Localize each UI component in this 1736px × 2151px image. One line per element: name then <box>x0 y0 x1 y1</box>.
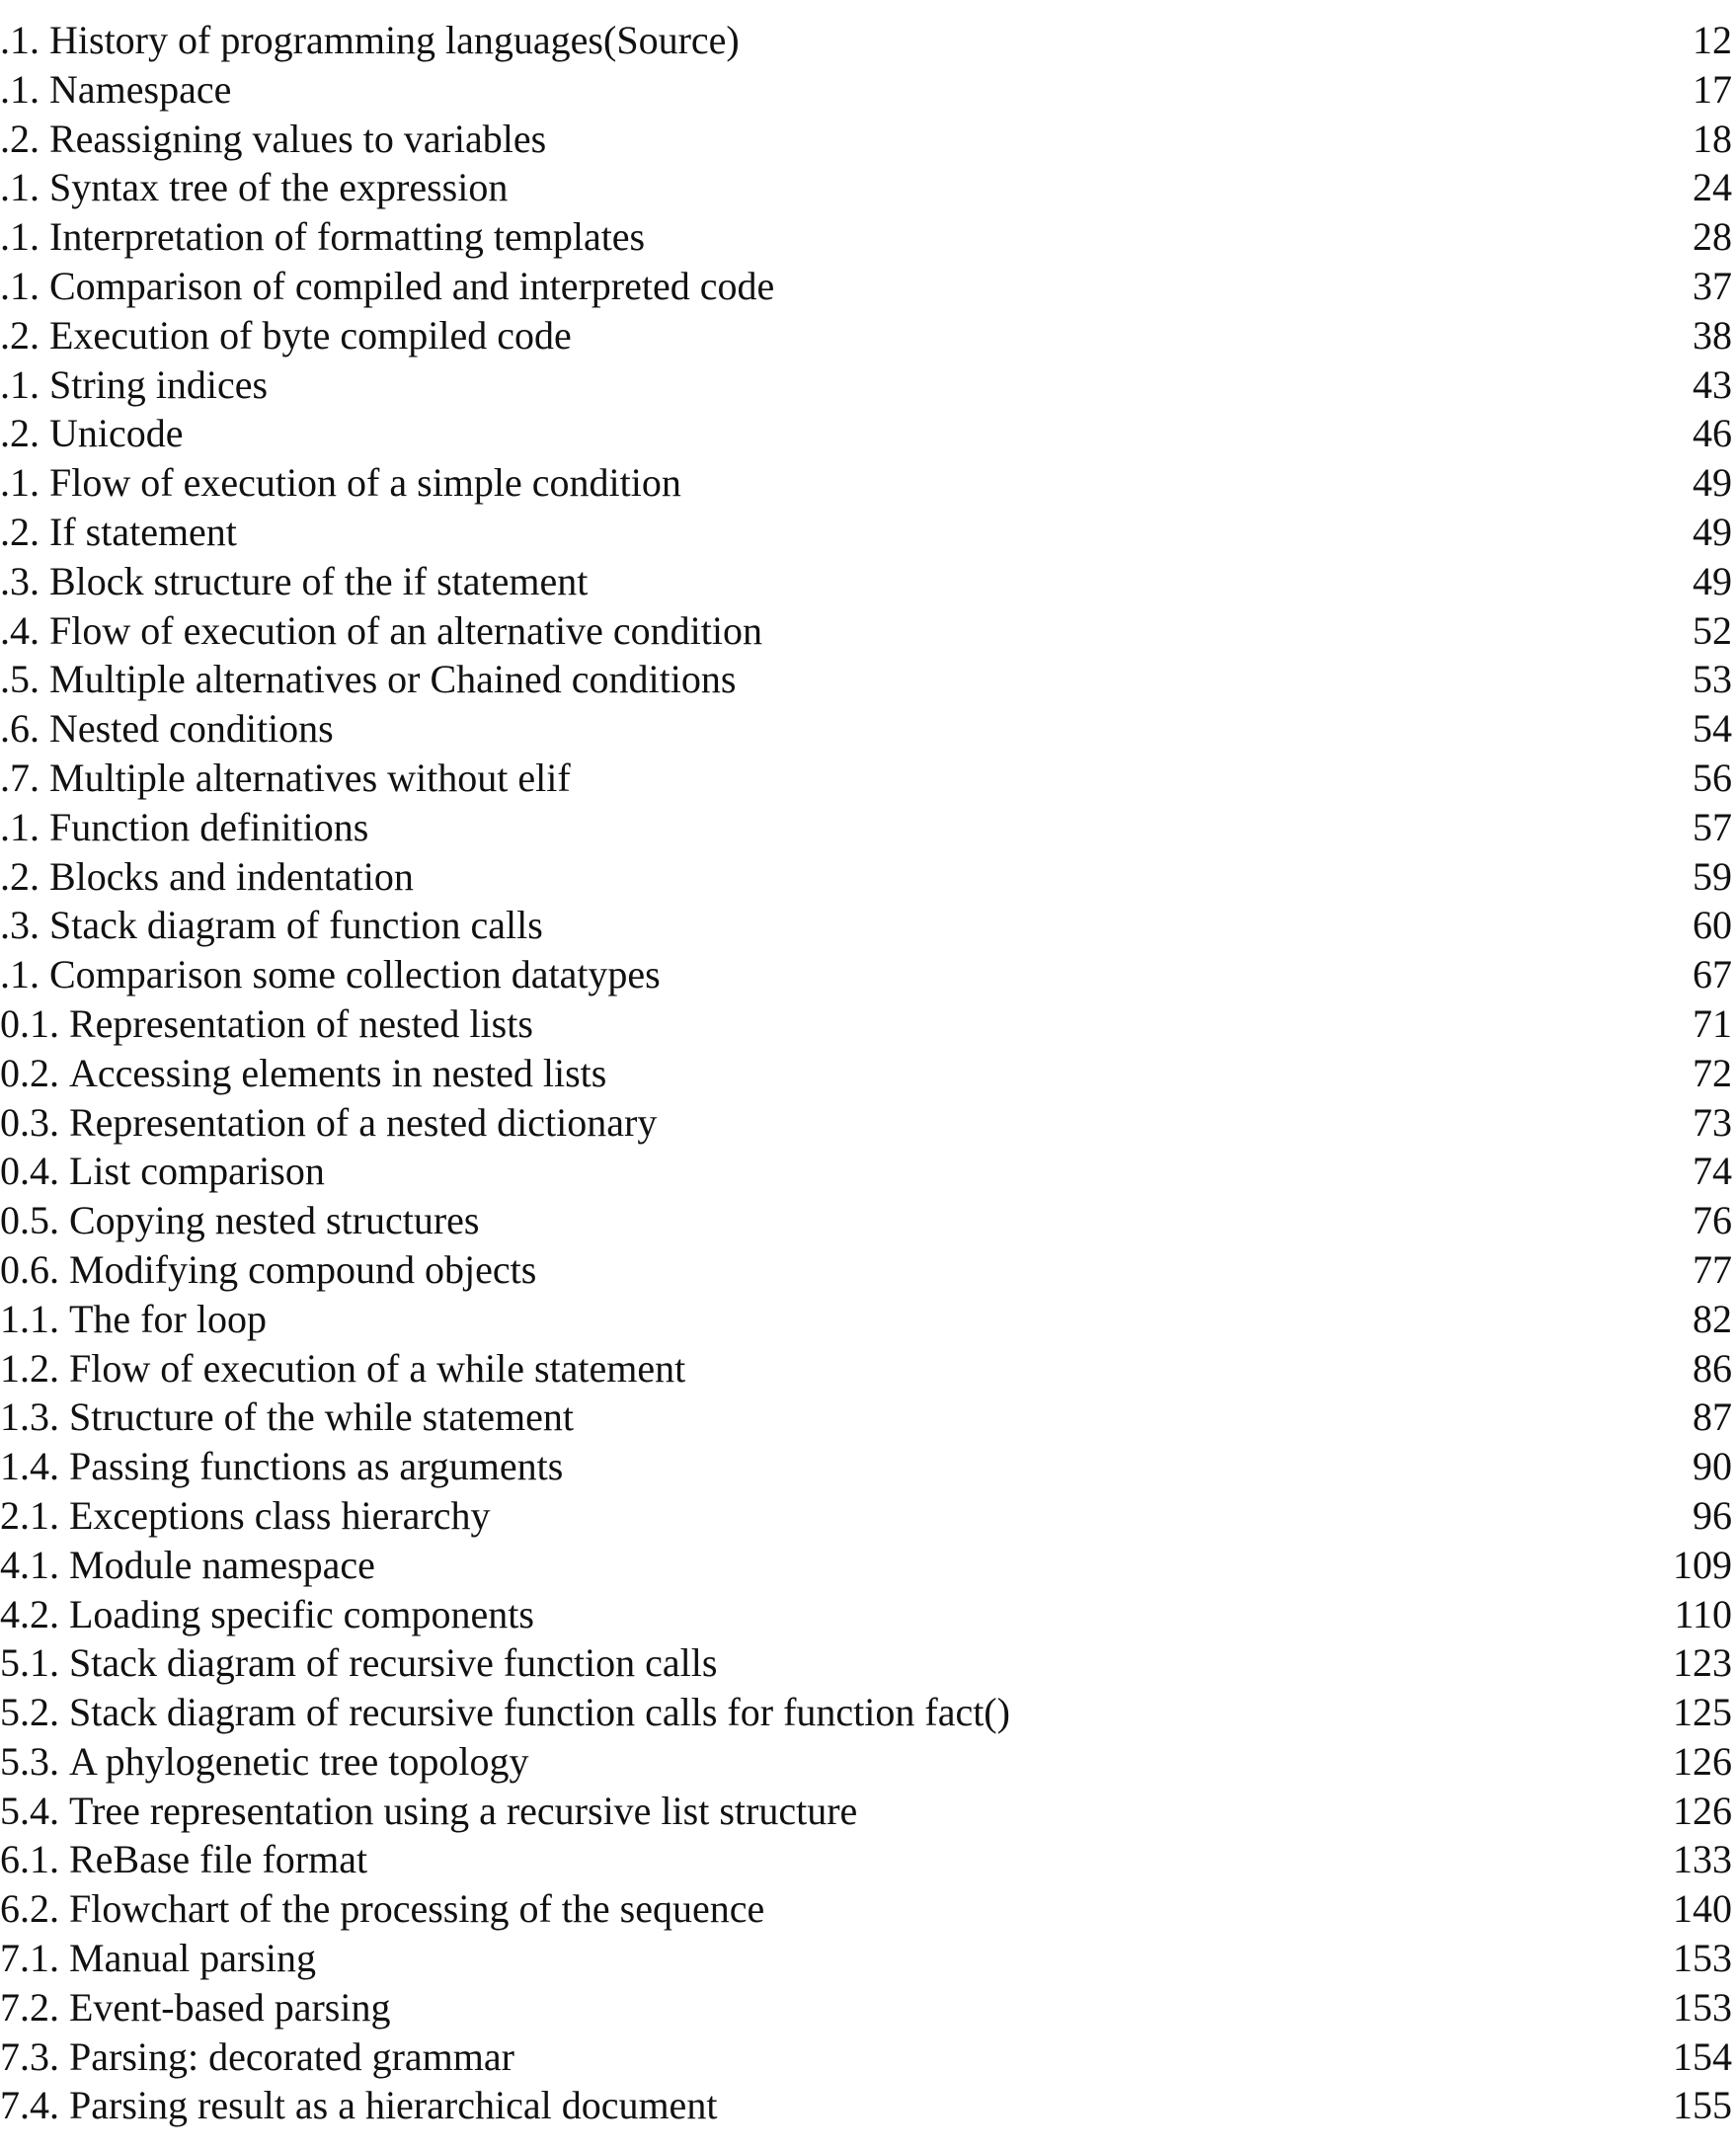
entry-page-number[interactable]: 125 <box>1673 1690 1732 1735</box>
entry-number: .6. <box>0 706 39 752</box>
entry-page-number[interactable]: 24 <box>1693 165 1732 210</box>
entry-number: .2. <box>0 312 39 358</box>
list-of-figures <box>0 16 1736 2130</box>
dot-leader <box>682 950 1683 999</box>
toc-entry[interactable] <box>0 262 1736 311</box>
entry-title[interactable]: String indices <box>49 361 269 407</box>
entry-number: 6.2. <box>0 1886 59 1932</box>
entry-page-number[interactable]: 67 <box>1693 952 1732 997</box>
dot-leader <box>592 754 1683 803</box>
entry-page-number[interactable]: 49 <box>1693 460 1732 506</box>
dot-leader <box>205 409 1683 458</box>
entry-number: 1.4. <box>0 1444 59 1489</box>
toc-entry[interactable] <box>0 901 1736 950</box>
dot-leader <box>288 1295 1683 1344</box>
entry-title[interactable]: Flowchart of the processing of the sequence <box>69 1886 765 1932</box>
entry-page-number[interactable]: 86 <box>1693 1345 1732 1391</box>
entry-title[interactable]: Syntax tree of the expression <box>49 165 509 210</box>
toc-entry[interactable] <box>0 704 1736 754</box>
entry-title[interactable]: Interpretation of formatting templates <box>49 214 646 260</box>
entry-title[interactable]: If statement <box>49 509 237 554</box>
toc-entry[interactable] <box>0 458 1736 508</box>
toc-entry[interactable] <box>0 1442 1736 1491</box>
entry-number: .7. <box>0 755 39 800</box>
entry-page-number[interactable]: 87 <box>1693 1394 1732 1440</box>
toc-entry[interactable] <box>0 1295 1736 1344</box>
entry-title[interactable]: Reassigning values to variables <box>49 116 547 161</box>
entry-title[interactable]: Manual parsing <box>69 1936 316 1981</box>
entry-title[interactable]: Function definitions <box>49 804 369 849</box>
dot-leader <box>412 1983 1663 2032</box>
toc-entry[interactable] <box>0 1934 1736 1983</box>
entry-page-number[interactable]: 49 <box>1693 509 1732 554</box>
entry-page-number[interactable]: 73 <box>1693 1099 1732 1145</box>
entry-title[interactable]: Structure of the while statement <box>69 1394 574 1440</box>
toc-entry[interactable] <box>0 1787 1736 1836</box>
entry-number: 5.2. <box>0 1690 59 1735</box>
toc-entry[interactable] <box>0 16 1736 65</box>
entry-page-number[interactable]: 123 <box>1673 1640 1732 1686</box>
entry-number: 0.3. <box>0 1099 59 1145</box>
entry-number: 0.2. <box>0 1050 59 1095</box>
entry-number: 6.1. <box>0 1837 59 1882</box>
dot-leader <box>628 1049 1683 1098</box>
dot-leader <box>253 65 1683 115</box>
dot-leader <box>435 852 1683 902</box>
toc-entry[interactable] <box>0 1638 1736 1688</box>
entry-page-number[interactable]: 28 <box>1693 214 1732 260</box>
entry-title[interactable]: Comparison some collection datatypes <box>49 952 661 997</box>
dot-leader <box>757 655 1683 704</box>
entry-number: .1. <box>0 361 39 407</box>
entry-page-number[interactable]: 133 <box>1673 1837 1732 1882</box>
dot-leader <box>565 901 1683 950</box>
dot-leader <box>703 458 1683 508</box>
entry-page-number[interactable]: 82 <box>1693 1296 1732 1341</box>
dot-leader <box>259 508 1683 557</box>
toc-entry[interactable] <box>0 1737 1736 1787</box>
dot-leader <box>786 1884 1663 1934</box>
entry-number: 4.2. <box>0 1591 59 1636</box>
entry-page-number[interactable]: 54 <box>1693 706 1732 752</box>
entry-page-number[interactable]: 57 <box>1693 804 1732 849</box>
entry-title[interactable]: Flow of execution of a simple condition <box>49 460 681 506</box>
entry-page-number[interactable]: 126 <box>1673 1788 1732 1833</box>
entry-page-number[interactable]: 155 <box>1673 2083 1732 2128</box>
toc-entry[interactable] <box>0 1835 1736 1884</box>
entry-title[interactable]: Tree representation using a recursive list structure <box>69 1788 858 1833</box>
toc-entry[interactable] <box>0 163 1736 212</box>
entry-number: .2. <box>0 509 39 554</box>
entry-page-number[interactable]: 37 <box>1693 263 1732 308</box>
dot-leader <box>550 1737 1663 1787</box>
dot-leader <box>502 1196 1684 1245</box>
dot-leader <box>355 704 1683 754</box>
toc-entry[interactable] <box>0 2032 1736 2082</box>
toc-entry[interactable] <box>0 115 1736 164</box>
entry-title[interactable]: Comparison of compiled and interpreted code <box>49 263 775 308</box>
toc-entry[interactable] <box>0 803 1736 852</box>
dot-leader <box>568 115 1683 164</box>
toc-entry[interactable] <box>0 1196 1736 1245</box>
entry-title[interactable]: List comparison <box>69 1149 325 1194</box>
toc-entry[interactable] <box>0 557 1736 606</box>
entry-title[interactable]: Parsing: decorated grammar <box>69 2033 514 2079</box>
entry-number: .1. <box>0 263 39 308</box>
entry-title[interactable]: Module namespace <box>69 1542 375 1587</box>
entry-number: .3. <box>0 903 39 948</box>
entry-number: .4. <box>0 607 39 653</box>
dot-leader <box>784 606 1683 656</box>
entry-title[interactable]: Representation of nested lists <box>69 1000 533 1046</box>
entry-page-number[interactable]: 74 <box>1693 1149 1732 1194</box>
entry-title[interactable]: Stack diagram of recursive function calls <box>69 1640 718 1686</box>
entry-number: .1. <box>0 214 39 260</box>
entry-number: 5.4. <box>0 1788 59 1833</box>
entry-number: 1.3. <box>0 1394 59 1440</box>
toc-entry[interactable] <box>0 1049 1736 1098</box>
entry-number: .2. <box>0 411 39 456</box>
dot-leader <box>536 2032 1663 2082</box>
entry-title[interactable]: The for loop <box>69 1296 267 1341</box>
entry-page-number[interactable]: 153 <box>1673 1984 1732 2030</box>
entry-page-number[interactable]: 52 <box>1693 607 1732 653</box>
entry-title[interactable]: Stack diagram of function calls <box>49 903 543 948</box>
entry-page-number[interactable]: 60 <box>1693 903 1732 948</box>
toc-entry[interactable] <box>0 950 1736 999</box>
entry-title[interactable]: Multiple alternatives or Chained conditions <box>49 657 737 702</box>
entry-title[interactable]: Accessing elements in nested lists <box>69 1050 607 1095</box>
entry-number: 7.2. <box>0 1984 59 2030</box>
entry-title[interactable]: Block structure of the if statement <box>49 558 589 603</box>
entry-title[interactable]: Loading specific components <box>69 1591 534 1636</box>
entry-page-number[interactable]: 56 <box>1693 755 1732 800</box>
entry-number: .3. <box>0 558 39 603</box>
dot-leader <box>595 1393 1683 1442</box>
dot-leader <box>289 360 1683 410</box>
entry-page-number[interactable]: 96 <box>1693 1492 1732 1538</box>
entry-page-number[interactable]: 72 <box>1693 1050 1732 1095</box>
entry-number: 0.6. <box>0 1246 59 1292</box>
entry-title[interactable]: Execution of byte compiled code <box>49 312 572 358</box>
toc-entry[interactable] <box>0 1983 1736 2032</box>
dot-leader <box>739 2081 1663 2130</box>
toc-entry[interactable] <box>0 311 1736 360</box>
entry-title[interactable]: Flow of execution of an alternative condition <box>49 607 763 653</box>
entry-page-number[interactable]: 76 <box>1693 1198 1732 1243</box>
toc-entry[interactable] <box>0 1344 1736 1394</box>
entry-number: .1. <box>0 165 39 210</box>
entry-page-number[interactable]: 77 <box>1693 1246 1732 1292</box>
entry-title[interactable]: Modifying compound objects <box>69 1246 537 1292</box>
toc-entry[interactable] <box>0 409 1736 458</box>
toc-entry[interactable] <box>0 999 1736 1049</box>
entry-page-number[interactable]: 153 <box>1673 1936 1732 1981</box>
entry-title[interactable]: Flow of execution of a while statement <box>69 1345 686 1391</box>
entry-title[interactable]: Namespace <box>49 66 232 112</box>
toc-entry[interactable] <box>0 1098 1736 1148</box>
entry-title[interactable]: Stack diagram of recursive function calls for function fact() <box>69 1690 1010 1735</box>
dot-leader <box>678 1098 1683 1148</box>
dot-leader <box>585 1442 1683 1491</box>
entry-number: 0.4. <box>0 1149 59 1194</box>
dot-leader <box>761 16 1683 65</box>
entry-number: 1.2. <box>0 1345 59 1391</box>
entry-page-number[interactable]: 18 <box>1693 116 1732 161</box>
entry-page-number[interactable]: 49 <box>1693 558 1732 603</box>
entry-title[interactable]: Nested conditions <box>49 706 334 752</box>
entry-number: 7.1. <box>0 1936 59 1981</box>
dot-leader <box>609 557 1683 606</box>
entry-number: 7.3. <box>0 2033 59 2079</box>
entry-number: 5.3. <box>0 1738 59 1784</box>
entry-number: 7.4. <box>0 2083 59 2128</box>
entry-page-number[interactable]: 71 <box>1693 1000 1732 1046</box>
dot-leader <box>667 212 1683 262</box>
entry-title[interactable]: Blocks and indentation <box>49 853 414 899</box>
entry-title[interactable]: Event-based parsing <box>69 1984 391 2030</box>
entry-title[interactable]: Exceptions class hierarchy <box>69 1492 491 1538</box>
entry-title[interactable]: ReBase file format <box>69 1837 368 1882</box>
entry-page-number[interactable]: 154 <box>1673 2033 1732 2079</box>
entry-number: 4.1. <box>0 1542 59 1587</box>
toc-entry[interactable] <box>0 360 1736 410</box>
entry-title[interactable]: Representation of a nested dictionary <box>69 1099 658 1145</box>
entry-page-number[interactable]: 59 <box>1693 853 1732 899</box>
entry-page-number[interactable]: 126 <box>1673 1738 1732 1784</box>
entry-page-number[interactable]: 90 <box>1693 1444 1732 1489</box>
toc-entry[interactable] <box>0 508 1736 557</box>
toc-entry[interactable] <box>0 2081 1736 2130</box>
entry-title[interactable]: A phylogenetic tree topology <box>69 1738 529 1784</box>
dot-leader <box>390 803 1683 852</box>
dot-leader <box>879 1787 1663 1836</box>
dot-leader <box>555 999 1683 1049</box>
toc-entry[interactable] <box>0 1491 1736 1541</box>
toc-entry[interactable] <box>0 1590 1736 1639</box>
dot-leader <box>593 311 1683 360</box>
toc-entry[interactable] <box>0 1393 1736 1442</box>
entry-number: .1. <box>0 460 39 506</box>
toc-entry[interactable] <box>0 1245 1736 1295</box>
entry-page-number[interactable]: 140 <box>1673 1886 1732 1932</box>
dot-leader <box>347 1147 1683 1196</box>
entry-title[interactable]: Copying nested structures <box>69 1198 480 1243</box>
entry-title[interactable]: Unicode <box>49 411 184 456</box>
entry-number: .1. <box>0 804 39 849</box>
entry-number: 5.1. <box>0 1640 59 1686</box>
entry-page-number[interactable]: 38 <box>1693 312 1732 358</box>
toc-entry[interactable] <box>0 606 1736 656</box>
toc-entry[interactable] <box>0 1688 1736 1737</box>
entry-number: .2. <box>0 853 39 899</box>
dot-leader <box>1032 1688 1663 1737</box>
toc-entry[interactable] <box>0 1884 1736 1934</box>
entry-page-number[interactable]: 46 <box>1693 411 1732 456</box>
entry-page-number[interactable]: 53 <box>1693 657 1732 702</box>
entry-page-number[interactable]: 43 <box>1693 361 1732 407</box>
dot-leader <box>397 1541 1663 1590</box>
toc-entry[interactable] <box>0 65 1736 115</box>
toc-entry[interactable] <box>0 655 1736 704</box>
dot-leader <box>529 163 1683 212</box>
toc-entry[interactable] <box>0 1147 1736 1196</box>
entry-title[interactable]: Passing functions as arguments <box>69 1444 564 1489</box>
entry-number: 1.1. <box>0 1296 59 1341</box>
dot-leader <box>796 262 1683 311</box>
entry-number: .1. <box>0 66 39 112</box>
dot-leader <box>513 1491 1683 1541</box>
entry-number: .1. <box>0 952 39 997</box>
entry-number: 2.1. <box>0 1492 59 1538</box>
entry-number: .5. <box>0 657 39 702</box>
toc-entry[interactable] <box>0 754 1736 803</box>
entry-page-number[interactable]: 17 <box>1693 66 1732 112</box>
entry-title[interactable]: Parsing result as a hierarchical document <box>69 2083 718 2128</box>
entry-number: .1. <box>0 18 39 62</box>
dot-leader <box>739 1638 1663 1688</box>
toc-entry[interactable] <box>0 852 1736 902</box>
dot-leader <box>558 1245 1683 1295</box>
toc-entry[interactable] <box>0 212 1736 262</box>
entry-number: 0.5. <box>0 1198 59 1243</box>
entry-page-number[interactable]: 109 <box>1673 1542 1732 1587</box>
dot-leader <box>338 1934 1663 1983</box>
dot-leader <box>389 1835 1663 1884</box>
dot-leader <box>707 1344 1683 1394</box>
entry-number: .2. <box>0 116 39 161</box>
toc-entry[interactable] <box>0 1541 1736 1590</box>
entry-title[interactable]: Multiple alternatives without elif <box>49 755 571 800</box>
entry-title[interactable]: History of programming languages(Source) <box>49 18 740 62</box>
dot-leader <box>556 1590 1665 1639</box>
entry-page-number[interactable]: 12 <box>1693 18 1732 62</box>
entry-page-number[interactable]: 110 <box>1674 1591 1732 1636</box>
entry-number: 0.1. <box>0 1000 59 1046</box>
